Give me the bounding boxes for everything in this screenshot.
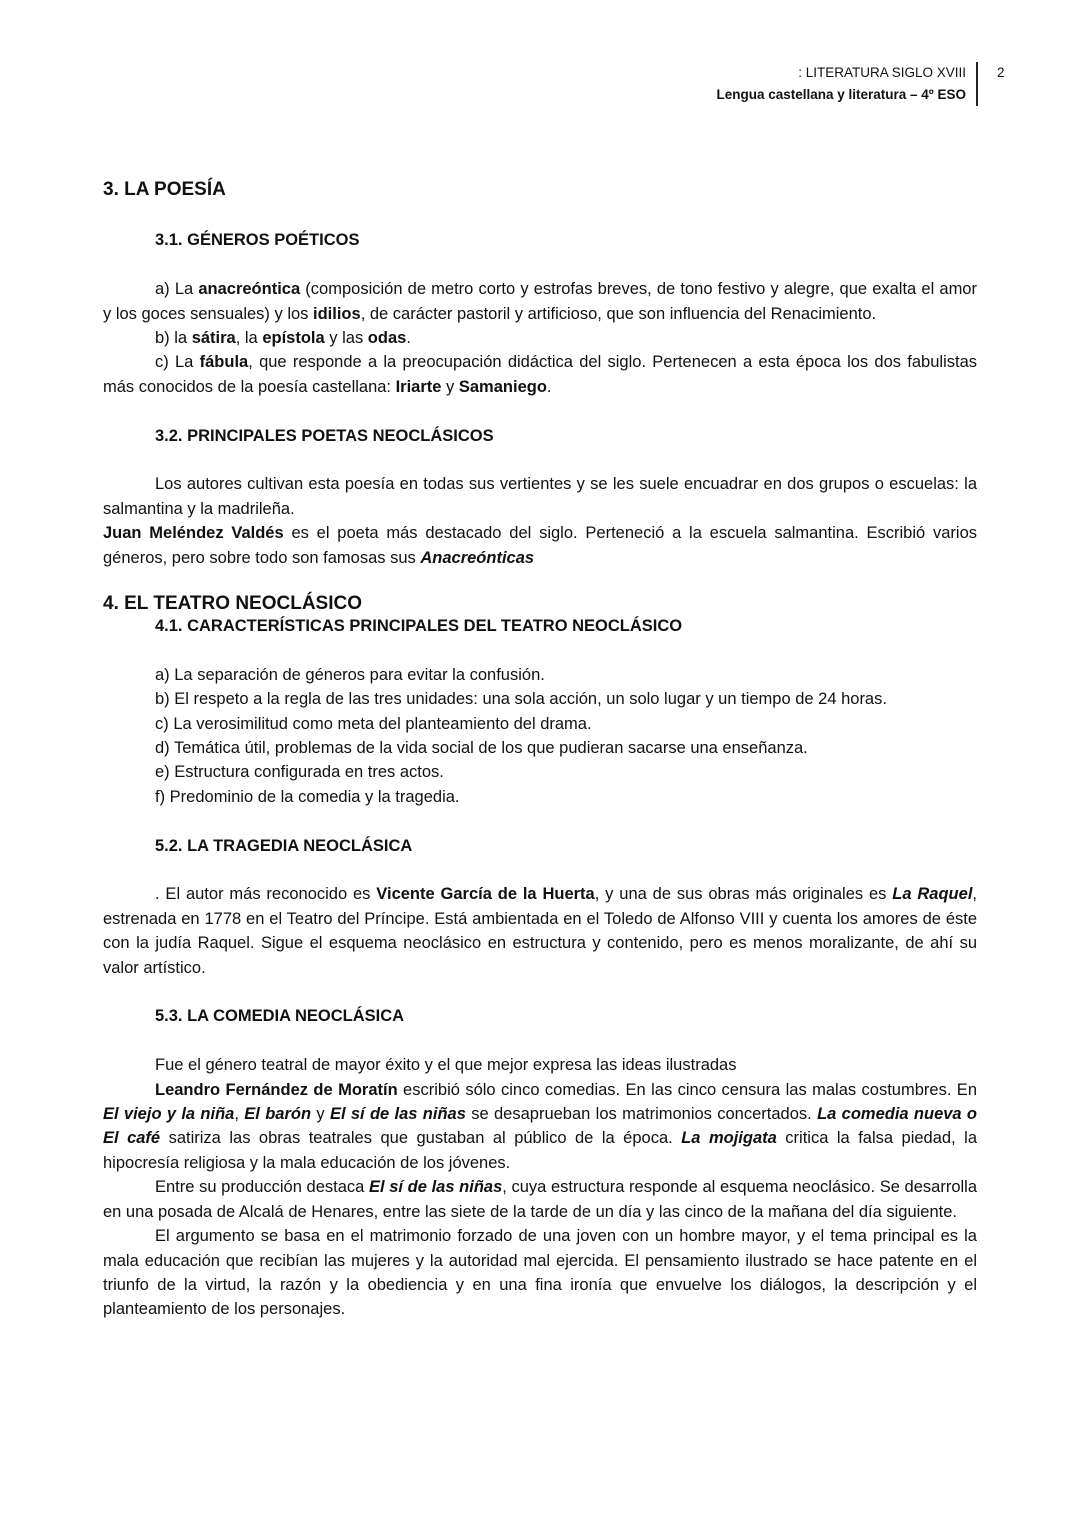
list-item: b) El respeto a la regla de las tres unidades: una sola acción, un solo lugar y un tiempo de 24 horas. [155,690,887,709]
tragedia-paragraph: . El autor más reconocido es Vicente García de la Huerta, y una de sus obras más originales es La Raquel, estrenada en 1778 en el Teatro del Príncipe. Está ambientada en el Toledo de Alfonso VIII y cuenta los amores de éste con la judía Raquel. Sigue el esquema neoclásico en estructura y contenido, pero es menos moralizante, de ahí su valor artístico. [103,885,977,977]
comedia-intro-paragraph: Fue el género teatral de mayor éxito y el que mejor expresa las ideas ilustradas [155,1056,737,1075]
produccion-paragraph: Entre su producción destaca El sí de las niñas, cuya estructura responde al esquema neoclásico. Se desarrolla en una posada de Alcalá de Henares, entre las siete de la tarde de un día y las cinco de la mañana del día siguiente. [103,1178,978,1221]
header-title: : LITERATURA SIGLO XVIII [798,65,966,80]
section-3-title: 3. LA POESÍA [103,179,226,200]
argumento-paragraph: El argumento se basa en el matrimonio forzado de una joven con un hombre mayor, y el tema principal es la mala educación que recibían las mujeres y la autoridad mal ejercida. El pensamiento ilustrado se hace patente en el triunfo de la virtud, la razón y la obediencia y en una fina ironía que envuelve los diálogos, la descripción y el planteamiento de los personajes. [103,1227,977,1319]
list-item: e) Estructura configurada en tres actos. [155,763,444,782]
section-3-1-title: 3.1. GÉNEROS POÉTICOS [155,231,360,250]
section-5-2-title: 5.2. LA TRAGEDIA NEOCLÁSICA [155,836,413,855]
list-item: c) La verosimilitud como meta del planteamiento del drama. [155,714,592,733]
autores-paragraph: Los autores cultivan esta poesía en todas sus vertientes y se les suele encuadrar en dos grupos o escuelas: la salmantina y la madrileña. [103,475,977,518]
section-4-1-title: 4.1. CARACTERÍSTICAS PRINCIPALES DEL TEATRO NEOCLÁSICO [155,617,683,636]
moratin-paragraph: Leandro Fernández de Moratín escribió sólo cinco comedias. En las cinco censura las malas costumbres. En El viejo y la niña, El barón y El sí de las niñas se desaprueban los matrimonios concertados. La comedia nueva o El café satiriza las obras teatrales que gustaban al público de la época. La mojigata critica la falsa piedad, la hipocresía religiosa y la mala educación de los jóvenes. [103,1080,978,1172]
genre-c-paragraph: c) La fábula, que responde a la preocupación didáctica del siglo. Pertenecen a esta época los dos fabulistas más conocidos de la poesía castellana: Iriarte y Samaniego. [103,353,977,396]
page-number: 2 [997,65,1005,80]
genre-a-paragraph: a) La anacreóntica (composición de metro corto y estrofas breves, de tono festivo y alegre, que exalta el amor y los goces sensuales) y los idilios, de carácter pastoril y artificioso, que son influencia del Renacimiento. [103,280,977,323]
list-item: f) Predominio de la comedia y la tragedia. [155,787,460,806]
document-body [103,176,977,1322]
characteristics-list [103,663,977,809]
section-3-2-title: 3.2. PRINCIPALES POETAS NEOCLÁSICOS [155,426,494,445]
header-subtitle: Lengua castellana y literatura – 4º ESO [716,87,966,102]
list-item: a) La separación de géneros para evitar la confusión. [155,665,545,684]
genre-b-paragraph: b) la sátira, la epístola y las odas. [155,329,411,347]
melendez-paragraph: Juan Meléndez Valdés es el poeta más destacado del siglo. Perteneció a la escuela salmantina. Escribió varios géneros, pero sobre todo son famosas sus Anacreónticas [103,524,977,567]
list-item: d) Temática útil, problemas de la vida social de los que pudieran sacarse una enseñanza. [155,739,808,758]
section-5-3-title: 5.3. LA COMEDIA NEOCLÁSICA [155,1007,405,1026]
page-header [716,62,978,106]
section-4-title: 4. EL TEATRO NEOCLÁSICO [103,593,362,615]
